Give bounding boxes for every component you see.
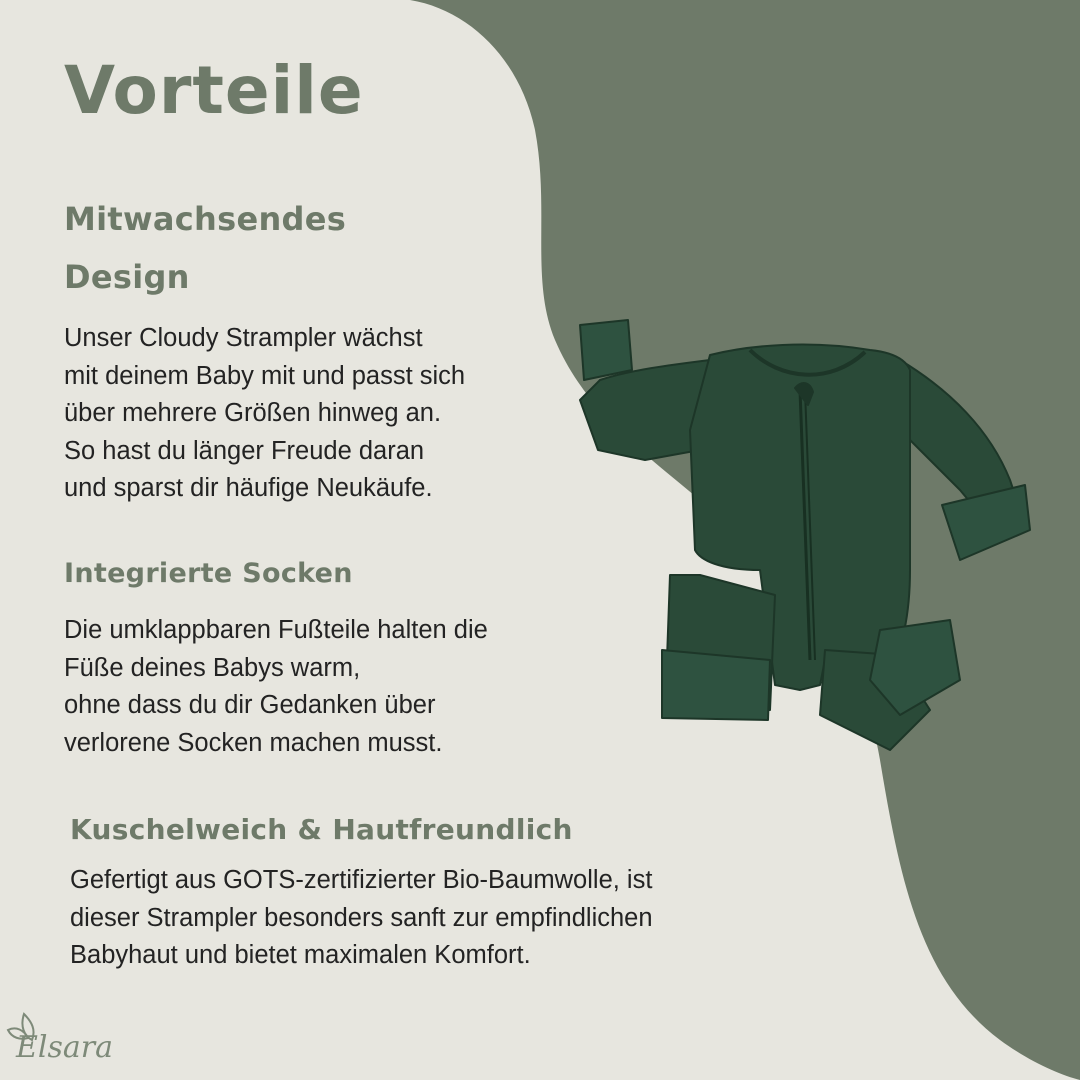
- section-heading-socks: Integrierte Socken: [64, 558, 353, 589]
- section-heading-soft: Kuschelweich & Hautfreundlich: [70, 813, 573, 846]
- brand-logo-text: Elsara: [16, 1030, 114, 1065]
- romper-product-image: [570, 310, 1040, 760]
- page-title: Vorteile: [64, 52, 364, 129]
- section-heading-design: Mitwachsendes Design: [64, 200, 347, 296]
- section-text-socks: Die umklappbaren Fußteile halten die Füße deines Babys warm, ohne dass du dir Gedanken über verlorene Socken machen musst.: [64, 616, 488, 757]
- section-text-soft: Gefertigt aus GOTS-zertifizierter Bio-Baumwolle, ist dieser Strampler besonders sanft zur empfindlichen Babyhaut und bietet maximalen Komfort.: [70, 866, 653, 969]
- section-text-design: Unser Cloudy Strampler wächst mit deinem Baby mit und passt sich über mehrere Größen hinweg an. So hast du länger Freude daran und sparst dir häufige Neukäufe.: [64, 324, 466, 502]
